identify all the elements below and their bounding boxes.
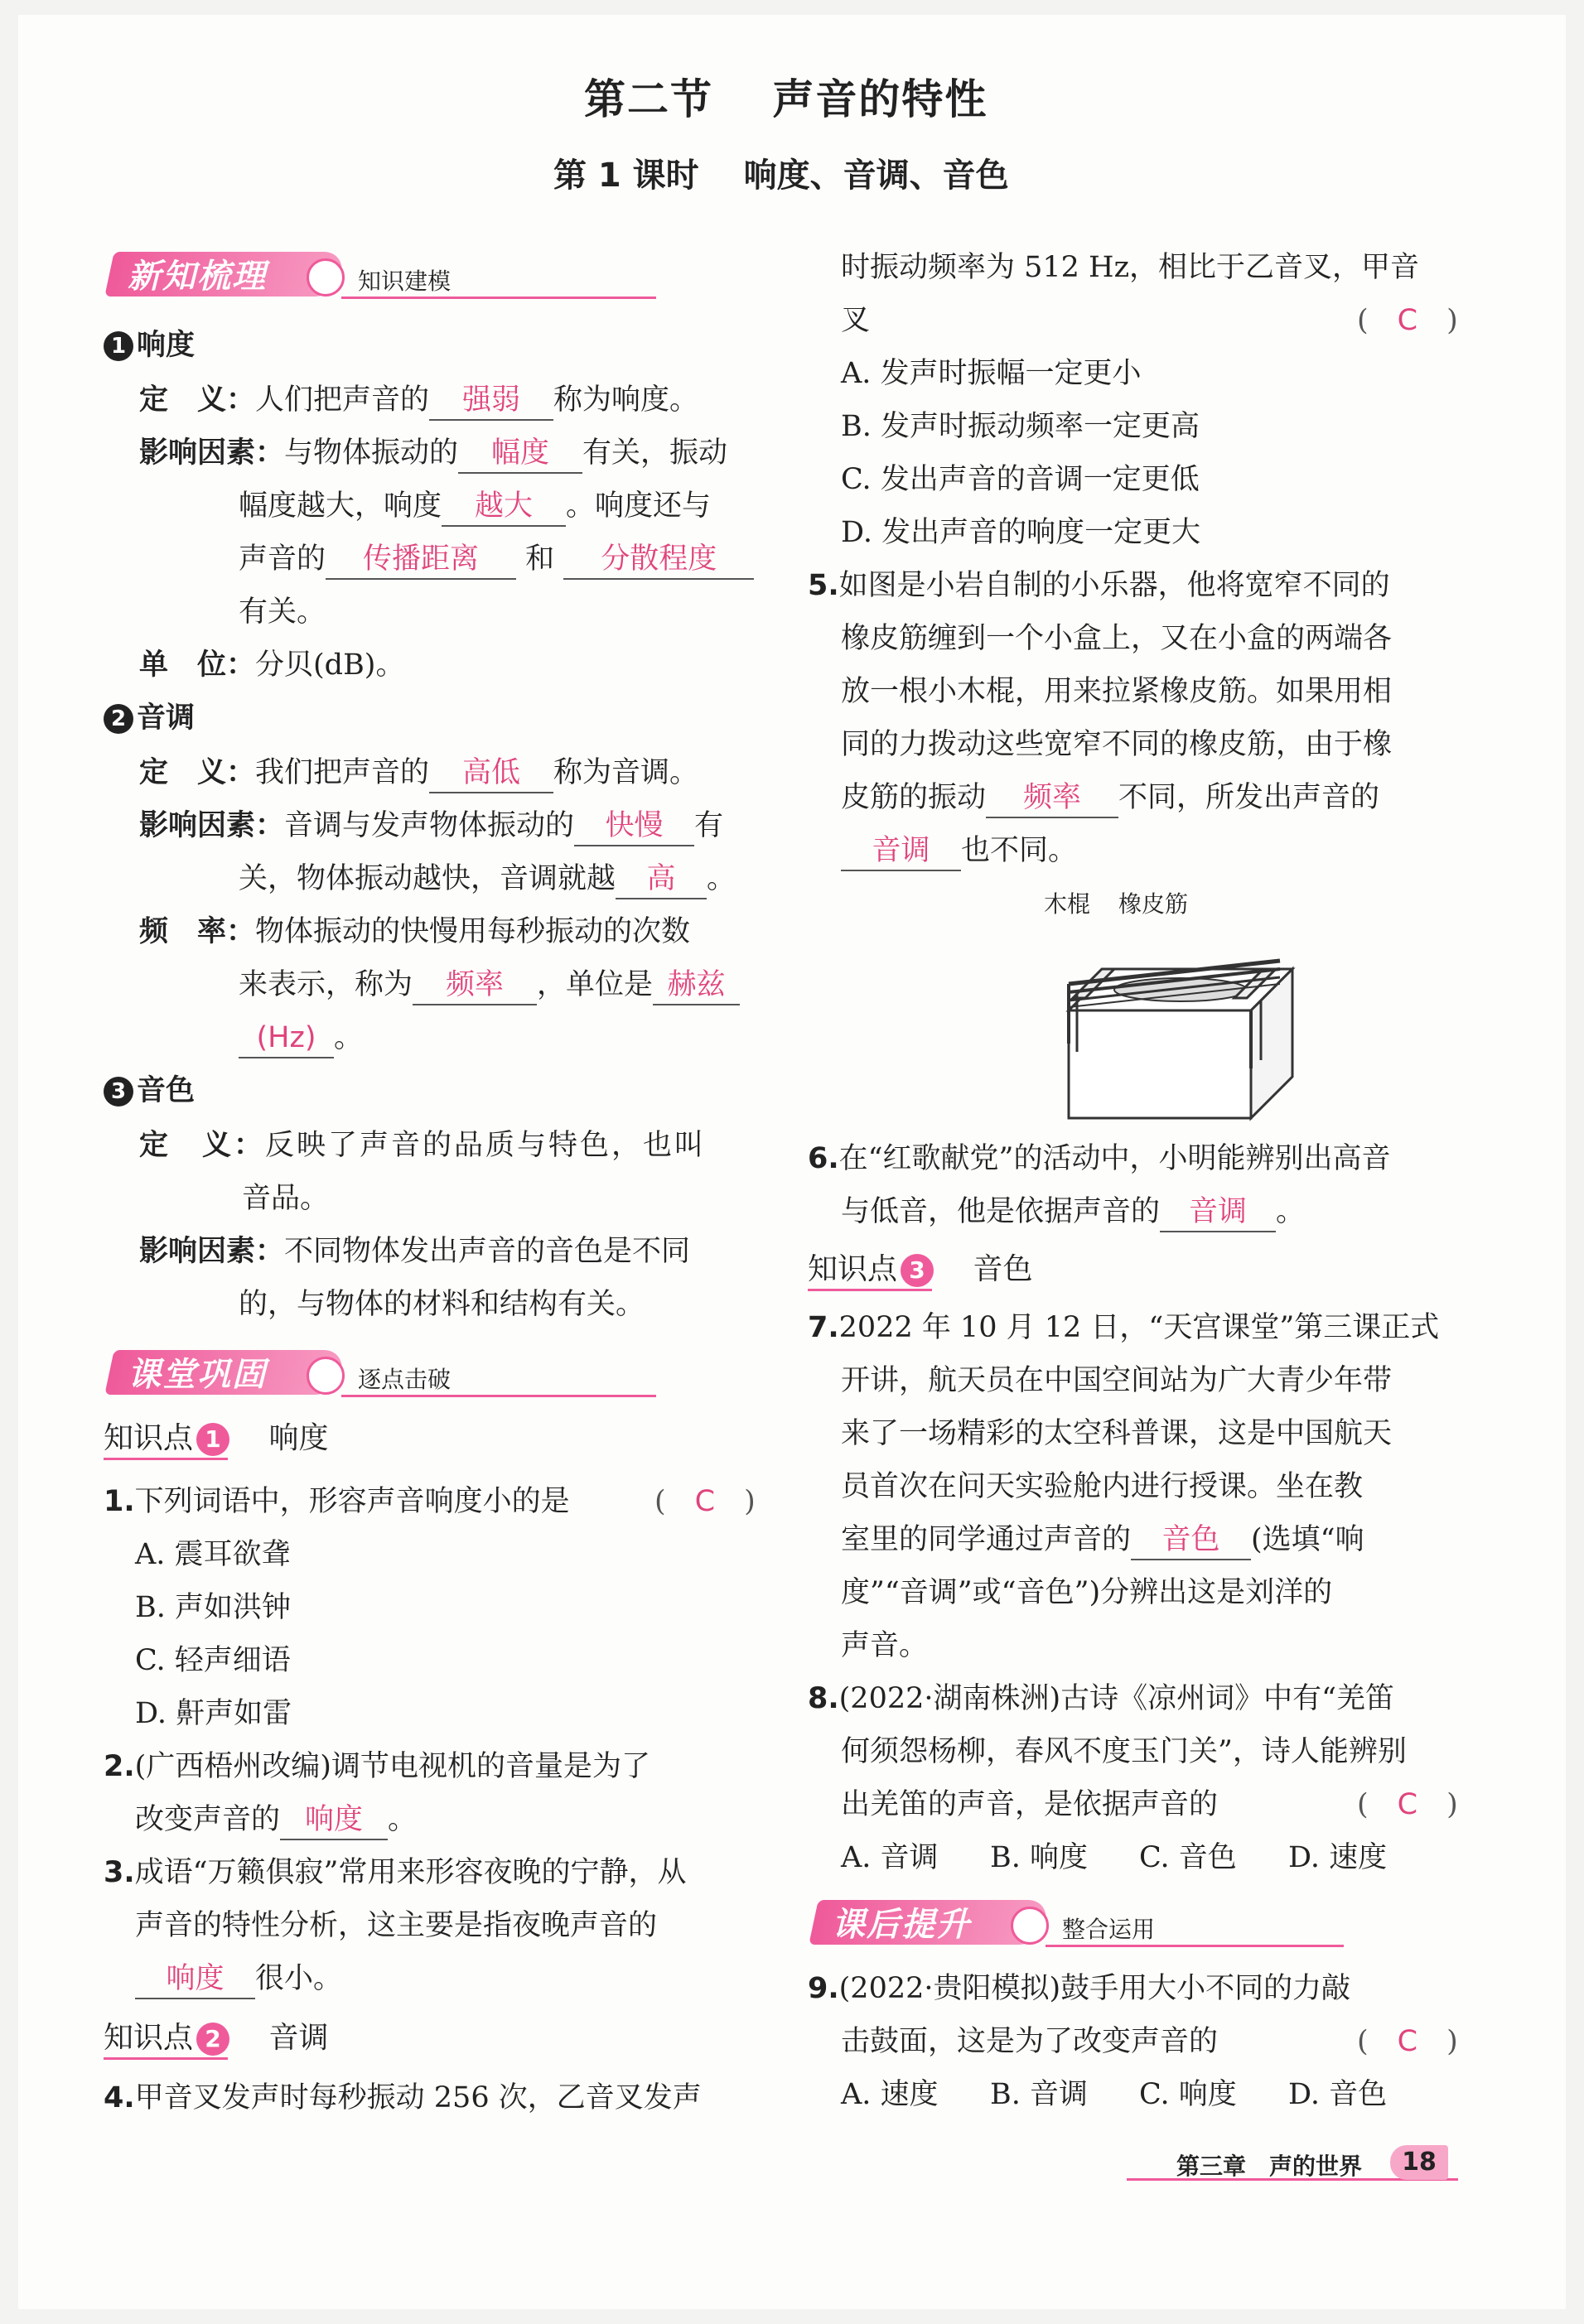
question-7-line7: 声音。 (841, 1629, 929, 1662)
rubber-band-instrument-figure (1044, 886, 1326, 1126)
option-a: A. 震耳欲聋 (135, 1538, 291, 1571)
option-b: B. 响度 (990, 1841, 1088, 1874)
footer-chapter: 第三章 声的世界 (1176, 2153, 1363, 2180)
answer-blank: (Hz) (239, 1019, 334, 1058)
kp-number: 2 (196, 2023, 229, 2056)
question-5-line4: 同的力拨动这些宽窄不同的橡皮筋，由于橡 (841, 728, 1393, 761)
kp-number: 3 (901, 1254, 934, 1287)
banner-classroom (109, 1347, 656, 1400)
answer-blank: 快慢 (574, 807, 694, 846)
question-7-line5: 室里的同学通过声音的 音色 (选填“响 (841, 1519, 1364, 1560)
option-d: D. 速度 (1288, 1841, 1388, 1874)
question-5-line1: 5.如图是小岩自制的小乐器，他将宽窄不同的 (808, 569, 1390, 602)
question-9-line2: 击鼓面，这是为了改变声音的 ( C ) (841, 2021, 1218, 2062)
option-a: A. 速度 (841, 2078, 939, 2111)
answer-blank: 音色 (1131, 1521, 1251, 1560)
lesson-title (553, 149, 1009, 196)
question-5-line2: 橡皮筋缠到一个小盒上，又在小盒的两端各 (841, 622, 1393, 655)
answer-paren: ( C ) (1357, 1788, 1458, 1821)
answer-paren: ( C ) (654, 1485, 756, 1518)
heading-number: 1 (104, 331, 133, 361)
banner-subtitle: 整合运用 (1062, 1916, 1156, 1943)
answer-blank: 频率 (413, 966, 537, 1005)
answer-blank: 频率 (986, 779, 1118, 818)
lesson-number: 第 1 课时 (553, 157, 699, 195)
banner-rule (341, 297, 656, 299)
kp-rule (808, 1289, 932, 1291)
question-7-line6: 度”“音调”或“音色”)分辨出这是刘洋的 (841, 1576, 1333, 1609)
question-6-line2: 与低音，他是依据声音的 音调 。 (841, 1191, 1305, 1232)
option-b: B. 声如洪钟 (135, 1591, 291, 1624)
question-3-line3: 响度 很小。 (135, 1958, 342, 1999)
rocket-icon (1011, 1907, 1049, 1945)
pitch-factor-line2: 关，物体振动越快，音调就越 高 。 (239, 858, 736, 899)
question-8-options (841, 1837, 1387, 1878)
lesson-topics: 响度、音调、音色 (743, 157, 1009, 195)
banner-title: 课后提升 (832, 1906, 971, 1944)
banner-title: 新知梳理 (128, 258, 267, 296)
option-a: A. 音调 (841, 1841, 939, 1874)
answer-blank: 强弱 (429, 381, 553, 421)
question-4-line3: 叉 ( C ) (841, 300, 870, 341)
pitch-frequency-line1: 频 率：物体振动的快慢用每秒振动的次数 (139, 915, 691, 948)
page-number: 18 (1390, 2145, 1448, 2180)
question-3-line2: 声音的特性分析，这主要是指夜晚声音的 (135, 1909, 658, 1942)
loudness-factor-line2: 幅度越大，响度 越大 。响度还与 (239, 485, 711, 527)
question-8-line2: 何须怨杨柳，春风不度玉门关”，诗人能辨别 (841, 1735, 1407, 1768)
option-c: C. 音色 (1139, 1841, 1237, 1874)
pitch-definition: 定 义：我们把声音的 高低 称为音调。 (139, 752, 698, 793)
question-2-line1: 2.(广西梧州改编)调节电视机的音量是为了 (104, 1750, 650, 1783)
banner-rule (1046, 1945, 1344, 1947)
question-7-line1: 7.2022 年 10 月 12 日，“天宫课堂”第三课正式 (808, 1311, 1440, 1344)
option-d: D. 音色 (1288, 2078, 1388, 2111)
banner-rule (341, 1395, 656, 1397)
loudness-factor-line3: 声音的 传播距离 和 分散程度 (239, 538, 754, 580)
question-2-line2: 改变声音的 响度 。 (135, 1799, 417, 1840)
kp-rule (104, 1458, 228, 1460)
question-8-line1: 8.(2022·湖南株洲)古诗《凉州词》中有“羌笛 (808, 1682, 1395, 1715)
question-9-line1: 9.(2022·贵阳模拟)鼓手用大小不同的力敲 (808, 1972, 1351, 2005)
answer-blank: 幅度 (458, 434, 582, 474)
heading-loudness: 1 响度 (104, 325, 195, 366)
knowledge-point-1: 知识点 1 响度 (104, 1415, 435, 1457)
magnifier-icon (307, 258, 345, 297)
figure-label-rubber-band: 橡皮筋 (1118, 890, 1189, 918)
option-d: D. 发出声音的响度一定更大 (841, 516, 1201, 549)
heading-timbre: 3 音色 (104, 1070, 195, 1111)
timbre-factor-line1: 影响因素：不同物体发出声音的音色是不同 (139, 1235, 691, 1268)
loudness-definition: 定 义：人们把声音的 强弱 称为响度。 (139, 379, 698, 421)
banner-after-class (814, 1897, 1360, 1950)
option-c: C. 轻声细语 (135, 1644, 291, 1677)
question-5-line5: 皮筋的振动 频率 不同，所发出声音的 (841, 777, 1379, 818)
timbre-factor-line2: 的，与物体的材料和结构有关。 (239, 1288, 645, 1321)
pitch-frequency-line2: 来表示，称为 频率 ，单位是 赫兹 (239, 964, 740, 1005)
option-b: B. 发声时振动频率一定更高 (841, 410, 1200, 443)
kp-number: 1 (196, 1423, 229, 1456)
answer-blank: 高低 (429, 754, 553, 793)
banner-title: 课堂巩固 (128, 1356, 267, 1394)
question-5-line6: 音调 也不同。 (841, 830, 1077, 871)
answer-paren: ( C ) (1357, 304, 1458, 337)
answer-blank: 传播距离 (326, 540, 516, 580)
timbre-definition-line2: 音品。 (242, 1182, 330, 1215)
answer-blank: 越大 (442, 487, 566, 527)
option-a: A. 发声时振幅一定更小 (841, 357, 1142, 390)
question-7-line2: 开讲，航天员在中国空间站为广大青少年带 (841, 1364, 1393, 1397)
question-5-line3: 放一根小木棍，用来拉紧橡皮筋。如果用相 (841, 675, 1393, 708)
target-icon (307, 1357, 345, 1395)
question-4-line1: 4.甲音叉发声时每秒振动 256 次，乙音叉发声 (104, 2081, 702, 2114)
question-7-line3: 来了一场精彩的太空科普课，这是中国航天 (841, 1417, 1393, 1450)
question-3-line1: 3.成语“万籁俱寂”常用来形容夜晚的宁静，从 (104, 1856, 687, 1889)
section-number: 第二节 (584, 75, 713, 123)
option-d: D. 鼾声如雷 (135, 1697, 292, 1730)
loudness-factor-line4: 有关。 (239, 595, 326, 629)
question-4-line2: 时振动频率为 512 Hz，相比于乙音叉，甲音 (841, 251, 1420, 284)
knowledge-point-2: 知识点 2 音调 (104, 2014, 435, 2056)
figure-label-stick: 木棍 (1044, 890, 1091, 918)
pitch-factor-line1: 影响因素：音调与发声物体振动的 快慢 有 (139, 805, 723, 846)
banner-subtitle: 知识建模 (358, 268, 452, 295)
answer-blank: 音调 (841, 832, 961, 871)
instrument-drawing (1044, 919, 1326, 1126)
question-6-line1: 6.在“红歌献党”的活动中，小明能辨别出高音 (808, 1142, 1391, 1175)
section-title (584, 66, 988, 126)
banner-new-knowledge (109, 248, 656, 301)
question-8-line3: 出羌笛的声音，是依据声音的 ( C ) (841, 1784, 1218, 1825)
option-c: C. 发出声音的音调一定更低 (841, 463, 1200, 496)
question-9-options (841, 2074, 1387, 2115)
heading-pitch: 2 音调 (104, 697, 195, 739)
answer-blank: 分散程度 (563, 540, 754, 580)
page-footer (1127, 2145, 1458, 2187)
question-1: 1.下列词语中，形容声音响度小的是 ( C ) (104, 1481, 570, 1522)
option-c: C. 响度 (1139, 2078, 1237, 2111)
pitch-frequency-line3: (Hz) 。 (239, 1017, 363, 1058)
loudness-unit: 单 位：分贝(dB)。 (139, 649, 405, 682)
answer-blank: 赫兹 (653, 966, 740, 1005)
answer-blank: 响度 (280, 1801, 388, 1840)
answer-paren: ( C ) (1357, 2025, 1458, 2058)
answer-blank: 响度 (135, 1960, 255, 1999)
question-7-line4: 员首次在问天实验舱内进行授课。坐在教 (841, 1470, 1364, 1503)
option-b: B. 音调 (990, 2078, 1088, 2111)
heading-number: 2 (104, 704, 133, 734)
knowledge-point-3: 知识点 3 音色 (808, 1246, 1139, 1288)
answer-blank: 音调 (1160, 1193, 1276, 1232)
kp-rule (104, 2057, 228, 2060)
timbre-definition-line1: 定 义：反映了声音的品质与特色，也叫 (139, 1129, 707, 1162)
banner-subtitle: 逐点击破 (358, 1366, 452, 1393)
section-name: 声音的特性 (772, 75, 988, 123)
answer-blank: 高 (616, 860, 707, 899)
loudness-factor-line1: 影响因素：与物体振动的 幅度 有关，振动 (139, 432, 727, 474)
heading-number: 3 (104, 1077, 133, 1107)
